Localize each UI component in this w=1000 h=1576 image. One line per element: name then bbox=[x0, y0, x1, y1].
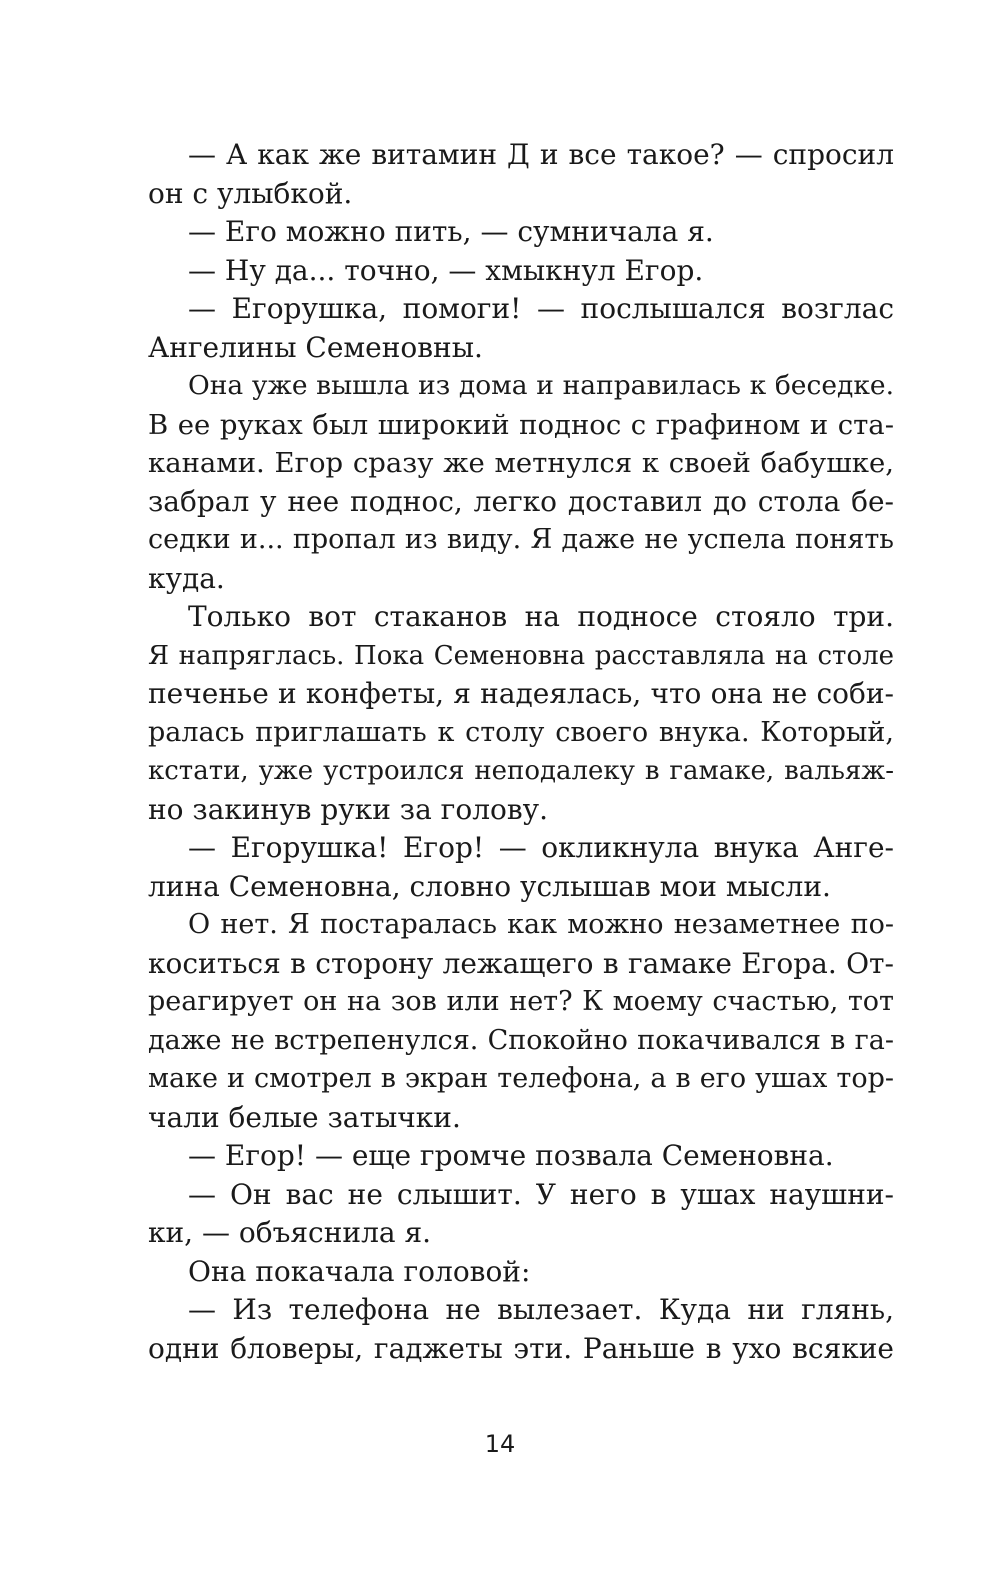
text-line: — Его можно пить, — сумничала я. bbox=[188, 215, 714, 248]
text-line: Только вот стаканов на подносе стояло три. bbox=[188, 600, 894, 633]
text-line: маке и смотрел в экран телефона, а в его ушах тор- bbox=[148, 1063, 894, 1094]
text-line: седки и... пропал из виду. Я даже не успела понять bbox=[148, 524, 894, 555]
text-line: Она покачала головой: bbox=[188, 1254, 531, 1288]
body-text bbox=[148, 136, 894, 1368]
text-line: ралась приглашать к столу своего внука. Который, bbox=[148, 716, 894, 748]
text-line: реагирует он на зов или нет? К моему счастью, тот bbox=[148, 986, 894, 1017]
text-line: В ее руках был широкий поднос с графином и ста- bbox=[148, 408, 894, 441]
text-line: ки, — объяснила я. bbox=[148, 1216, 432, 1249]
text-line: — Ну да... точно, — хмыкнул Егор. bbox=[188, 253, 704, 287]
text-line: — Егорушка, помоги! — послышался возглас bbox=[188, 292, 894, 325]
text-line: он с улыбкой. bbox=[148, 176, 353, 210]
text-line: даже не встрепенулся. Спокойно покачивался в га- bbox=[148, 1024, 894, 1056]
text-line: — А как же витамин Д и все такое? — спросил bbox=[188, 138, 894, 171]
text-line: но закинув руки за голову. bbox=[148, 792, 548, 826]
text-line: Я напряглась. Пока Семеновна расставляла на столе bbox=[148, 640, 894, 671]
text-line: лина Семеновна, словно услышав мои мысли. bbox=[148, 869, 831, 903]
text-line: — Он вас не слышит. У него в ушах наушни- bbox=[188, 1177, 894, 1211]
text-line: — Егор! — еще громче позвала Семеновна. bbox=[188, 1139, 834, 1172]
text-line: забрал у нее поднос, легко доставил до стола бе- bbox=[148, 484, 894, 518]
text-line: одни бловеры, гаджеты эти. Раньше в ухо всякие bbox=[148, 1331, 894, 1365]
text-line: О нет. Я постаралась как можно незаметнее по- bbox=[188, 909, 894, 940]
text-line: Она уже вышла из дома и направилась к беседке. bbox=[188, 370, 894, 401]
text-line: печенье и конфеты, я надеялась, что она не соби- bbox=[148, 677, 894, 710]
text-line: коситься в сторону лежащего в гамаке Егора. От- bbox=[148, 946, 894, 980]
text-line: канами. Егор сразу же метнулся к своей бабушке, bbox=[148, 447, 894, 479]
text-line: — Егорушка! Егор! — окликнула внука Анге- bbox=[188, 831, 894, 864]
text-line: кстати, уже устроился неподалеку в гамаке, вальяж- bbox=[148, 756, 894, 786]
page-number: 14 bbox=[484, 1430, 516, 1458]
text-line: — Из телефона не вылезает. Куда ни глянь, bbox=[188, 1293, 894, 1326]
text-line: чали белые затычки. bbox=[148, 1100, 461, 1134]
text-line: куда. bbox=[148, 561, 225, 595]
text-line: Ангелины Семеновны. bbox=[148, 330, 483, 364]
